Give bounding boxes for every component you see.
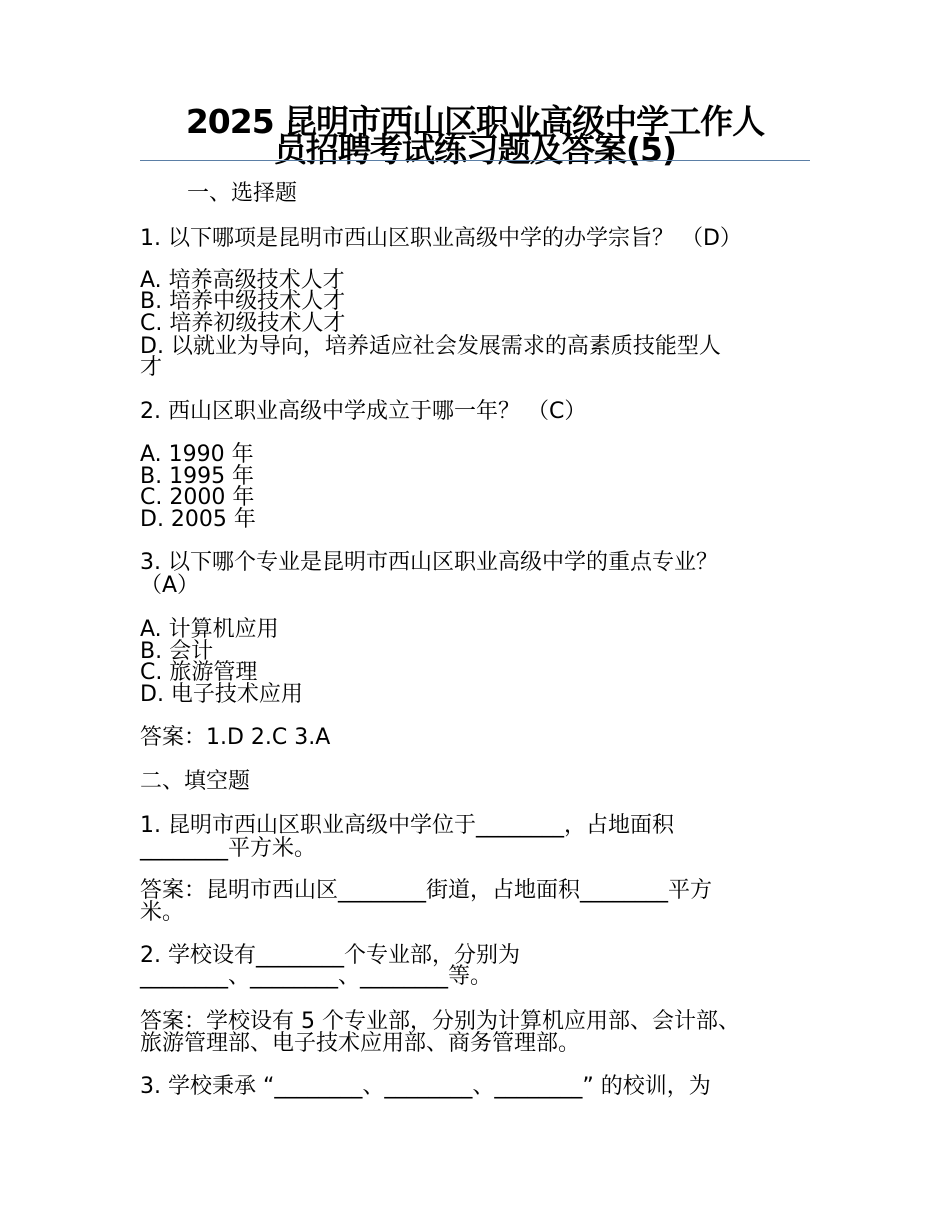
fill-3-line-1: 3. 学校秉承 “________、________、________” 的校训，为 bbox=[140, 1074, 711, 1099]
q2-option-d: D. 2005 年 bbox=[140, 507, 256, 532]
section-heading-choice: 一、选择题 bbox=[187, 181, 298, 206]
q3-option-a: A. 计算机应用 bbox=[140, 617, 279, 642]
q3-option-d: D. 电子技术应用 bbox=[140, 682, 303, 707]
question-2: 2. 西山区职业高级中学成立于哪一年？ （C） bbox=[140, 399, 587, 424]
fill-1-answer-line-1: 答案：昆明市西山区________街道，占地面积________平方 bbox=[140, 878, 713, 903]
q3-option-c: C. 旅游管理 bbox=[140, 660, 258, 685]
title-underline bbox=[140, 160, 810, 161]
question-3-line-2: （A） bbox=[140, 573, 200, 598]
q2-option-a: A. 1990 年 bbox=[140, 442, 254, 467]
question-1: 1. 以下哪项是昆明市西山区职业高级中学的办学宗旨？ （D） bbox=[140, 226, 742, 251]
q2-option-b: B. 1995 年 bbox=[140, 464, 255, 489]
q1-option-d-wrap: 才 bbox=[140, 355, 163, 380]
fill-2-answer-line-2: 旅游管理部、电子技术应用部、商务管理部。 bbox=[140, 1031, 581, 1056]
document-title bbox=[140, 102, 810, 169]
choice-answers: 答案：1.D 2.C 3.A bbox=[140, 725, 331, 750]
fill-1-answer-line-2: 米。 bbox=[140, 900, 185, 925]
q3-option-b: B. 会计 bbox=[140, 639, 214, 664]
fill-2-answer-line-1: 答案：学校设有 5 个专业部，分别为计算机应用部、会计部、 bbox=[140, 1009, 740, 1034]
fill-1-line-1: 1. 昆明市西山区职业高级中学位于________，占地面积 bbox=[140, 813, 674, 838]
title-line-1: 2025 昆明市西山区职业高级中学工作人 bbox=[185, 102, 765, 141]
q1-option-a: A. 培养高级技术人才 bbox=[140, 268, 345, 293]
fill-2-line-1: 2. 学校设有________个专业部，分别为 bbox=[140, 943, 520, 968]
q2-option-c: C. 2000 年 bbox=[140, 485, 255, 510]
section-heading-fill: 二、填空题 bbox=[140, 769, 251, 794]
q1-option-d: D. 以就业为导向，培养适应社会发展需求的高素质技能型人 bbox=[140, 334, 721, 359]
fill-1-line-2: ________平方米。 bbox=[140, 836, 317, 861]
fill-2-line-2: ________、________、________等。 bbox=[140, 964, 493, 989]
question-3-line-1: 3. 以下哪个专业是昆明市西山区职业高级中学的重点专业？ bbox=[140, 550, 718, 575]
title-line-2: 员招聘考试练习题及答案(5) bbox=[273, 130, 677, 169]
q1-option-c: C. 培养初级技术人才 bbox=[140, 311, 346, 336]
q1-option-b: B. 培养中级技术人才 bbox=[140, 289, 346, 314]
